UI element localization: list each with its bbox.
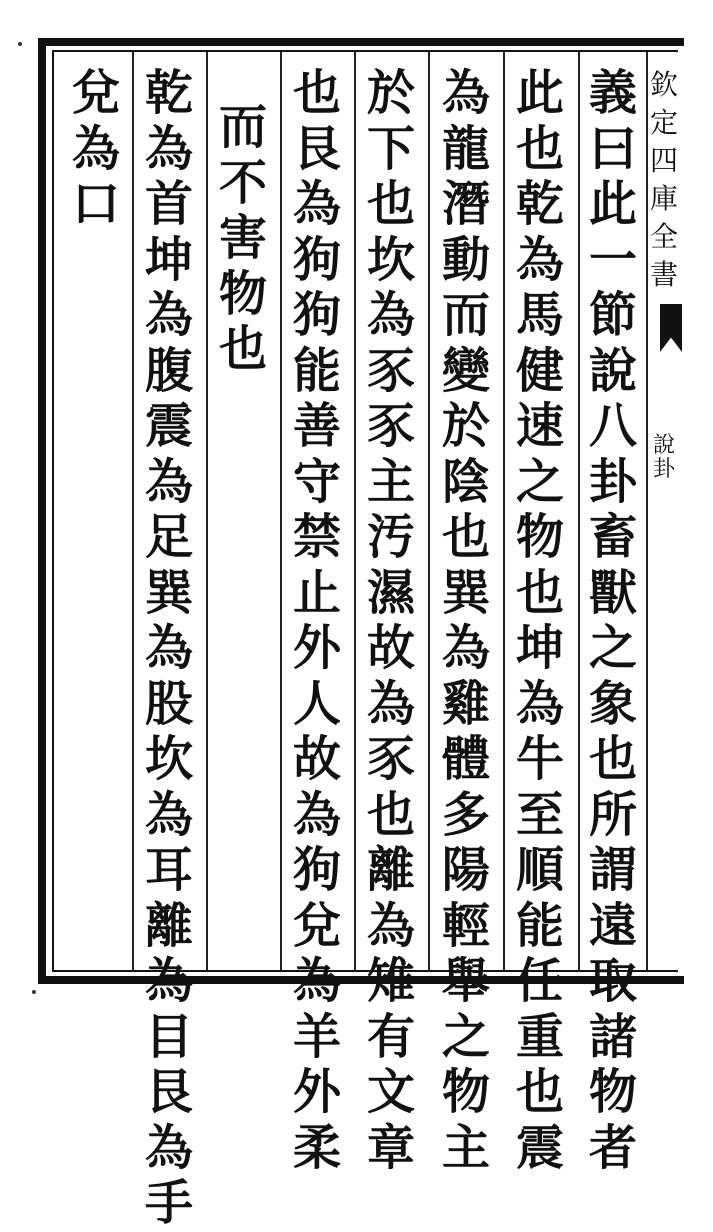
text-column-4: 於 下 也 坎 為 豕 豕 主 汚 濕 故 為 豕 也 離 為 雉 有 文 章: [366, 65, 415, 1176]
text-column-1: 義 曰 此 一 節 說 八 卦 畜 獸 之 象 也 所 謂 遠 取 諸 物 者: [588, 65, 637, 1176]
column-rule: [280, 52, 282, 970]
margin-book-title: 欽 定 四 庫 全 書: [649, 68, 678, 291]
text-column-8: 兌 為 口: [71, 65, 120, 232]
column-rule: [206, 52, 208, 970]
column-rule: [132, 52, 134, 970]
scan-speck: [32, 990, 36, 994]
text-column-2: 此 也 乾 為 馬 健 速 之 物 也 坤 為 牛 至 順 能 任 重 也 震: [515, 65, 564, 1176]
column-rule: [354, 52, 356, 970]
text-column-6: 而 不 害 物 也: [218, 99, 267, 377]
column-rule: [428, 52, 430, 970]
text-column-5: 也 艮 為 狗 狗 能 善 守 禁 止 外 人 故 為 狗 兌 為 羊 外 柔: [292, 65, 341, 1176]
text-column-3: 為 龍 潛 動 而 變 於 陰 也 巽 為 雞 體 多 陽 輕 舉 之 物 主: [441, 65, 490, 1176]
column-rule: [578, 52, 580, 970]
scan-speck: [18, 42, 22, 46]
margin-chapter-label: 說 卦: [652, 433, 675, 482]
column-rule: [503, 52, 505, 970]
text-column-7: 乾 為 首 坤 為 腹 震 為 足 巽 為 股 坎 為 耳 離 為 目 艮 為 手: [144, 65, 193, 1231]
